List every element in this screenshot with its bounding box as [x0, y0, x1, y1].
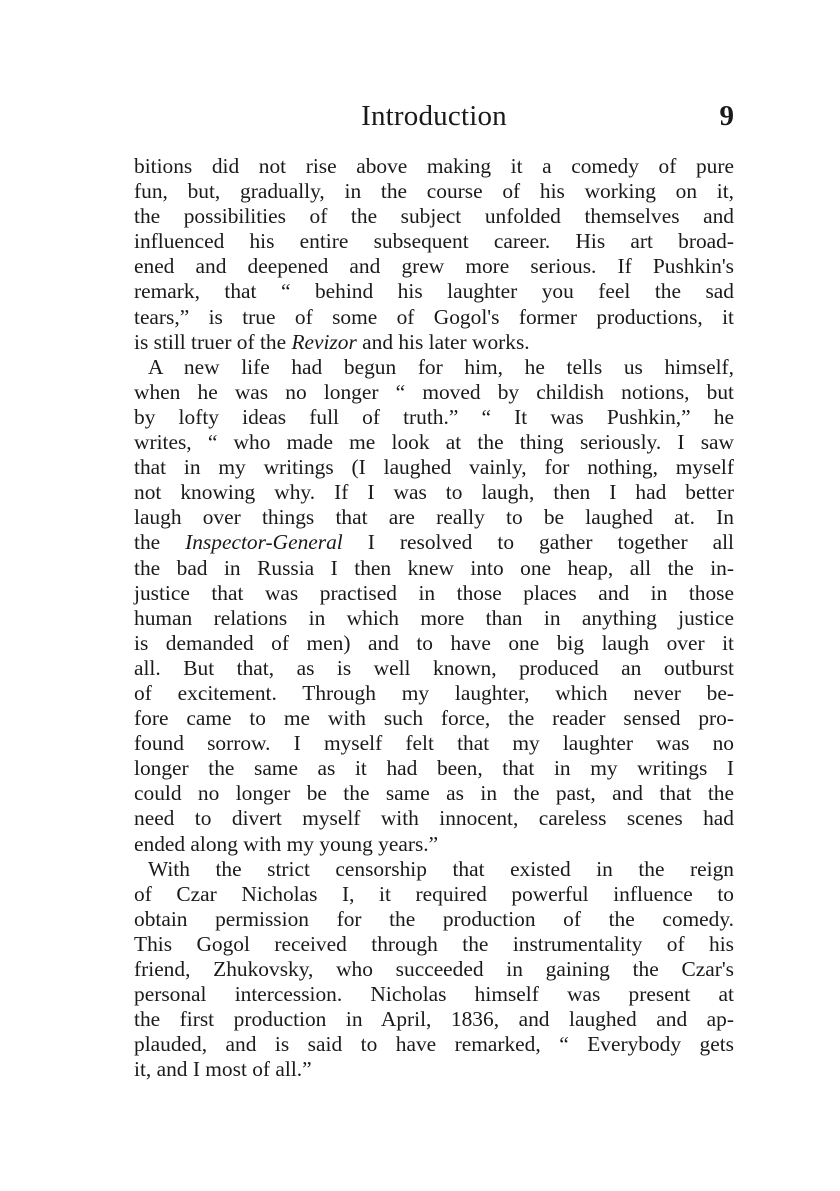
italic-title: Revizor: [291, 329, 357, 354]
text-line: when he was no longer “ moved by childish notions, but: [134, 379, 734, 404]
text-line: is demanded of men) and to have one big laugh over it: [134, 630, 734, 655]
text-line: A new life had begun for him, he tells us himself,: [148, 354, 734, 379]
text-line: ended along with my young years.”: [134, 831, 439, 856]
text-line: With the strict censorship that existed in the reign: [148, 856, 734, 881]
text-line: the bad in Russia I then knew into one heap, all the in-: [134, 555, 734, 580]
italic-title: Inspector-General: [185, 530, 343, 555]
text-line: need to divert myself with innocent, careless scenes had: [134, 806, 734, 831]
text-line: not knowing why. If I was to laugh, then I had better: [134, 480, 734, 505]
text-line: justice that was practised in those places and in those: [134, 580, 734, 605]
running-header: [134, 100, 734, 140]
text-line: by lofty ideas full of truth.” “ It was Pushkin,” he: [134, 404, 734, 429]
text-line: obtain permission for the production of the comedy.: [134, 906, 734, 931]
text-line: could no longer be the same as in the past, and that the: [134, 781, 734, 806]
page-number: 9: [719, 100, 734, 132]
text-line: human relations in which more than in anything justice: [134, 605, 734, 630]
text-line: influenced his entire subsequent career. His art broad-: [134, 229, 734, 254]
text-line: laugh over things that are really to be laughed at. In: [134, 505, 734, 530]
text-line: that in my writings (I laughed vainly, for nothing, myself: [134, 455, 734, 480]
page: [134, 100, 734, 1082]
page-title: Introduction: [361, 100, 507, 132]
text-line: bitions did not rise above making it a comedy of pure: [134, 154, 734, 178]
text-line: it, and I most of all.”: [134, 1057, 312, 1082]
text-line: the first production in April, 1836, and laughed and ap-: [134, 1007, 734, 1032]
text-line: fun, but, gradually, in the course of his working on it,: [134, 179, 734, 204]
text-line: is still truer of the Revizor and his later works.: [134, 329, 530, 354]
text-line: ened and deepened and grew more serious. If Pushkin's: [134, 254, 734, 279]
text-line: found sorrow. I myself felt that my laughter was no: [134, 731, 734, 756]
text-line: personal intercession. Nicholas himself was present at: [134, 982, 734, 1007]
body-text: [134, 154, 734, 1082]
text-line: all. But that, as is well known, produced an outburst: [134, 655, 734, 680]
text-line: the Inspector-General I resolved to gather together all: [134, 530, 734, 555]
text-line: longer the same as it had been, that in my writings I: [134, 756, 734, 781]
text-line: This Gogol received through the instrumentality of his: [134, 931, 734, 956]
text-line: friend, Zhukovsky, who succeeded in gaining the Czar's: [134, 957, 734, 981]
text-line: of excitement. Through my laughter, which never be-: [134, 680, 734, 705]
text-line: writes, “ who made me look at the thing seriously. I saw: [134, 430, 734, 455]
text-line: the possibilities of the subject unfolded themselves and: [134, 204, 734, 229]
text-line: plauded, and is said to have remarked, “ Everybody gets: [134, 1032, 734, 1057]
text-line: fore came to me with such force, the reader sensed pro-: [134, 706, 734, 731]
text-line: tears,” is true of some of Gogol's former productions, it: [134, 304, 734, 329]
text-line: of Czar Nicholas I, it required powerful influence to: [134, 881, 734, 906]
text-line: remark, that “ behind his laughter you feel the sad: [134, 279, 734, 304]
